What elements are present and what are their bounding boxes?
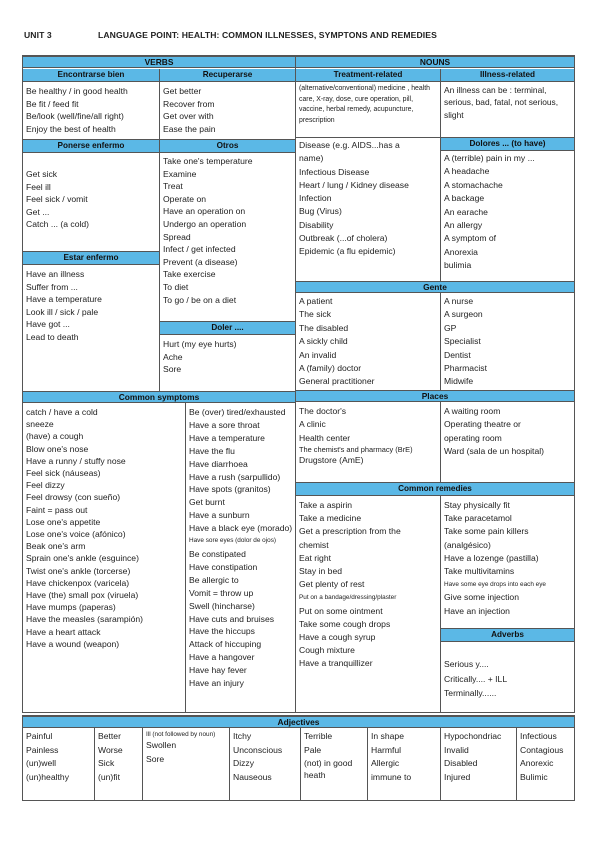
list-item: Twist one's ankle (torcerse) bbox=[26, 565, 131, 576]
list-item: Have (the) small pox (viruela) bbox=[26, 590, 139, 601]
list-item: Pale bbox=[304, 744, 322, 755]
list-item: catch / have a cold bbox=[26, 407, 98, 417]
list-item: Have a rush (sarpullido) bbox=[189, 471, 281, 482]
list-item: Get ... bbox=[26, 206, 50, 217]
diseases-list bbox=[299, 139, 439, 259]
list-item: A patient bbox=[299, 296, 333, 306]
list-item: Serious y.... bbox=[444, 659, 489, 669]
list-item: Ward (sala de un hospital) bbox=[444, 445, 544, 456]
list-item: Specialist bbox=[444, 336, 481, 347]
list-item: Have a lozenge (pastilla) bbox=[444, 552, 539, 563]
list-item: Faint = pass out bbox=[26, 504, 88, 515]
list-item: Examine bbox=[163, 168, 197, 179]
common-remedies-heading: Common remedies bbox=[296, 482, 574, 496]
adverbs-list bbox=[444, 657, 572, 701]
illness-related-text: An illness can be : terminal, serious, bad, fatal, not serious, slight bbox=[444, 85, 559, 120]
list-item: Get plenty of rest bbox=[299, 579, 365, 590]
list-item: A headache bbox=[444, 166, 490, 177]
list-item: Blow one's nose bbox=[26, 443, 89, 454]
gente-heading: Gente bbox=[296, 281, 574, 293]
list-item: Beak one's arm bbox=[26, 541, 86, 552]
list-item: Put on some ointment bbox=[299, 605, 383, 616]
list-item: Have an illness bbox=[26, 269, 85, 279]
estar-enfermo-heading: Estar enfermo bbox=[23, 252, 159, 265]
list-item: Have the measles (sarampión) bbox=[26, 614, 144, 625]
list-item: Injured bbox=[444, 771, 471, 782]
list-item: Infect / get infected bbox=[163, 244, 236, 255]
list-item: Have a runny / stuffy nose bbox=[26, 455, 126, 466]
adjectives-heading: Adjectives bbox=[23, 716, 574, 728]
list-item: Ache bbox=[163, 351, 183, 362]
list-item: (un)healthy bbox=[26, 771, 69, 782]
list-item: Have mumps (paperas) bbox=[26, 602, 116, 613]
list-item: Nauseous bbox=[233, 771, 272, 782]
list-item: Terrible bbox=[304, 731, 333, 741]
list-item: (un)well bbox=[26, 758, 57, 768]
remedies-left-list bbox=[299, 499, 439, 671]
list-item: To diet bbox=[163, 281, 189, 292]
list-item: Be healthy / in good health bbox=[26, 86, 128, 96]
list-item: Sore bbox=[146, 753, 165, 764]
list-item: Swell (hincharse) bbox=[189, 600, 255, 611]
dolores-heading: Dolores ... (to have) bbox=[441, 138, 574, 151]
list-item: name) bbox=[299, 153, 324, 164]
list-item: A (terrible) pain in my ... bbox=[444, 153, 535, 163]
symptoms-right-list bbox=[189, 406, 293, 690]
list-item: Suffer from ... bbox=[26, 281, 78, 292]
adjectives-col-2 bbox=[98, 730, 140, 784]
list-item: Lead to death bbox=[26, 331, 79, 342]
encontrarse-bien-heading: Encontrarse bien bbox=[23, 69, 159, 82]
list-item: Take paracetamol bbox=[444, 513, 512, 524]
list-item: Dizzy bbox=[233, 758, 255, 768]
estar-enfermo-list bbox=[26, 268, 158, 344]
list-item: (not) in good heath bbox=[304, 758, 353, 780]
list-item: Critically.... + ILL bbox=[444, 673, 508, 684]
unit-label: UNIT 3 bbox=[24, 30, 52, 40]
list-item: Unconscious bbox=[233, 744, 283, 755]
list-item: Outbreak (...of cholera) bbox=[299, 233, 388, 244]
list-item: sneeze bbox=[26, 419, 54, 430]
list-item: Ease the pain bbox=[163, 123, 216, 134]
list-item: Have a heart attack bbox=[26, 626, 101, 637]
places-left-list bbox=[299, 405, 439, 467]
doler-heading: Doler .... bbox=[160, 322, 295, 335]
list-item: A (family) doctor bbox=[299, 363, 362, 374]
list-item: The doctor's bbox=[299, 406, 347, 416]
list-item: Take a aspirin bbox=[299, 500, 353, 510]
list-item: Worse bbox=[98, 744, 123, 755]
list-item: Have a temperature bbox=[189, 432, 265, 443]
list-item: Take some pain killers bbox=[444, 526, 529, 537]
list-item: Infectious Disease bbox=[299, 166, 370, 177]
list-item: Lose one's appetite bbox=[26, 516, 101, 527]
list-item: Heart / lung / Kidney disease bbox=[299, 179, 409, 190]
list-item: Hypochondriac bbox=[444, 731, 502, 741]
adjectives-col-7 bbox=[444, 730, 514, 784]
list-item: Undergo an operation bbox=[163, 218, 247, 229]
list-item: Infectious bbox=[520, 731, 557, 741]
list-item: A sickly child bbox=[299, 336, 348, 347]
list-item: Anorexia bbox=[444, 246, 478, 257]
list-item: An invalid bbox=[299, 349, 337, 360]
list-item: Spread bbox=[163, 231, 191, 242]
list-item: Take one's temperature bbox=[163, 156, 253, 166]
list-item: Have a sunburn bbox=[189, 510, 250, 521]
list-item: Look ill / sick / pale bbox=[26, 306, 99, 317]
adverbs-heading: Adverbs bbox=[441, 628, 574, 642]
list-item: The sick bbox=[299, 309, 331, 320]
list-item: A symptom of bbox=[444, 233, 497, 244]
gente-right-list bbox=[444, 295, 572, 389]
list-item: (have) a cough bbox=[26, 431, 84, 442]
list-item: Take multivitamins bbox=[444, 566, 515, 577]
list-item: Sick bbox=[98, 758, 115, 768]
list-item: Have hay fever bbox=[189, 665, 247, 676]
list-item: To go / be on a diet bbox=[163, 294, 237, 305]
list-item: Feel sick / vomit bbox=[26, 194, 88, 205]
list-item: (analgésico) bbox=[444, 539, 491, 550]
ponerse-enfermo-heading: Ponerse enfermo bbox=[23, 140, 159, 153]
list-item: Have an injection bbox=[444, 605, 510, 616]
page-title: LANGUAGE POINT: HEALTH: COMMON ILLNESSES, SYMPTONS AND REMEDIES bbox=[98, 30, 437, 40]
common-symptoms-heading: Common symptoms bbox=[23, 391, 295, 403]
list-item: Bug (Virus) bbox=[299, 206, 342, 217]
dolores-list bbox=[444, 152, 572, 273]
list-item: Sore bbox=[163, 364, 182, 375]
adjectives-col-5 bbox=[304, 730, 366, 781]
list-item: Feel sick (náuseas) bbox=[26, 468, 101, 479]
list-item: Disabled bbox=[444, 758, 478, 768]
list-item: Ill (not followed by noun) bbox=[146, 731, 216, 738]
list-item: Enjoy the best of health bbox=[26, 123, 116, 134]
ponerse-enfermo-list bbox=[26, 168, 158, 231]
list-item: Infection bbox=[299, 193, 332, 204]
list-item: Be constipated bbox=[189, 548, 246, 559]
list-item: A waiting room bbox=[444, 406, 501, 416]
adjectives-col-8 bbox=[520, 730, 574, 784]
list-item: Get a prescription from the bbox=[299, 526, 401, 537]
list-item: Have sore eyes (dolor de ojos) bbox=[189, 537, 277, 545]
treatment-related-heading: Treatment-related bbox=[296, 69, 440, 82]
list-item: Itchy bbox=[233, 731, 252, 741]
list-item: Be/look (well/fine/all right) bbox=[26, 111, 124, 122]
list-item: A surgeon bbox=[444, 309, 483, 320]
list-item: Anorexic bbox=[520, 758, 554, 768]
list-item: Have a black eye (morado) bbox=[189, 523, 293, 534]
verbs-heading: VERBS bbox=[23, 56, 295, 68]
list-item: A stomachache bbox=[444, 179, 503, 190]
list-item: Bulimic bbox=[520, 771, 548, 782]
list-item: Drugstore (AmE) bbox=[299, 454, 364, 465]
list-item: Have the flu bbox=[189, 445, 235, 456]
list-item: Eat right bbox=[299, 552, 332, 563]
list-item: Take a medicine bbox=[299, 513, 362, 524]
list-item: Take exercise bbox=[163, 269, 216, 280]
list-item: Be (over) tired/exhausted bbox=[189, 407, 286, 417]
places-right-list bbox=[444, 405, 572, 458]
list-item: An allergy bbox=[444, 220, 483, 231]
list-item: bulimia bbox=[444, 260, 472, 271]
list-item: Have a sore throat bbox=[189, 419, 260, 430]
list-item: Harmful bbox=[371, 744, 402, 755]
list-item: Dentist bbox=[444, 349, 471, 360]
gente-left-list bbox=[299, 295, 439, 389]
list-item: Operating theatre or bbox=[444, 419, 521, 430]
list-item: Health center bbox=[299, 432, 351, 443]
adjectives-col-1 bbox=[26, 730, 92, 784]
list-item: Feel ill bbox=[26, 181, 51, 192]
list-item: Invalid bbox=[444, 744, 469, 755]
list-item: Disability bbox=[299, 219, 334, 230]
list-item: Take some cough drops bbox=[299, 618, 391, 629]
list-item: Terminally...... bbox=[444, 688, 497, 698]
list-item: Get over with bbox=[163, 111, 214, 122]
list-item: The disabled bbox=[299, 322, 349, 333]
list-item: operating room bbox=[444, 432, 502, 443]
list-item: Have spots (granitos) bbox=[189, 484, 271, 495]
list-item: Have a hangover bbox=[189, 652, 255, 663]
list-item: Have a tranquillizer bbox=[299, 658, 373, 669]
adjectives-col-4 bbox=[233, 730, 299, 784]
list-item: Have a wound (weapon) bbox=[26, 638, 120, 649]
list-item: Epidemic (a flu epidemic) bbox=[299, 246, 396, 257]
list-item: Have got ... bbox=[26, 319, 70, 330]
list-item: Get sick bbox=[26, 169, 58, 179]
list-item: GP bbox=[444, 322, 457, 333]
doler-list bbox=[163, 338, 293, 376]
adjectives-col-6 bbox=[371, 730, 439, 784]
adjectives-col-3 bbox=[146, 730, 228, 766]
list-item: Vomit = throw up bbox=[189, 587, 254, 598]
list-item: Have diarrhoea bbox=[189, 458, 248, 469]
otros-heading: Otros bbox=[160, 140, 295, 153]
places-heading: Places bbox=[296, 390, 574, 402]
list-item: Be fit / feed fit bbox=[26, 98, 79, 109]
list-item: In shape bbox=[371, 731, 404, 741]
list-item: Painful bbox=[26, 731, 53, 741]
list-item: Have an injury bbox=[189, 678, 244, 689]
list-item: Have an operation on bbox=[163, 206, 246, 217]
list-item: immune to bbox=[371, 771, 412, 782]
list-item: Treat bbox=[163, 181, 183, 192]
list-item: Have a cough syrup bbox=[299, 632, 376, 643]
list-item: The chemist's and pharmacy (BrE) bbox=[299, 444, 413, 454]
list-item: Sprain one's ankle (esguince) bbox=[26, 553, 139, 564]
list-item: Have some eye drops into each eye bbox=[444, 581, 546, 589]
illness-related-heading: Illness-related bbox=[441, 69, 574, 82]
list-item: Midwife bbox=[444, 376, 474, 387]
list-item: Be allergic to bbox=[189, 574, 239, 585]
list-item: Disease (e.g. AIDS...has a bbox=[299, 140, 400, 150]
list-item: Operate on bbox=[163, 193, 206, 204]
list-item: Painless bbox=[26, 744, 59, 755]
recuperarse-heading: Recuperarse bbox=[160, 69, 295, 82]
list-item: chemist bbox=[299, 539, 329, 550]
list-item: A clinic bbox=[299, 419, 326, 430]
list-item: An earache bbox=[444, 206, 488, 217]
list-item: Pharmacist bbox=[444, 363, 487, 374]
list-item: Get burnt bbox=[189, 497, 225, 508]
list-item: Have a temperature bbox=[26, 294, 102, 305]
recuperarse-list bbox=[163, 85, 293, 135]
list-item: Cough mixture bbox=[299, 645, 355, 656]
list-item: Catch ... (a cold) bbox=[26, 219, 90, 230]
list-item: General practitioner bbox=[299, 376, 375, 387]
list-item: Get better bbox=[163, 86, 202, 96]
list-item: Recover from bbox=[163, 98, 215, 109]
list-item: Better bbox=[98, 731, 121, 741]
list-item: Swollen bbox=[146, 740, 177, 750]
list-item: Stay physically fit bbox=[444, 500, 510, 510]
encontrarse-bien-list bbox=[26, 85, 158, 135]
list-item: Have the hiccups bbox=[189, 626, 255, 637]
list-item: A nurse bbox=[444, 296, 474, 306]
list-item: Have chickenpox (varicela) bbox=[26, 577, 130, 588]
symptoms-left-list bbox=[26, 406, 184, 650]
list-item: Put on a bandage/dressing/plaster bbox=[299, 594, 397, 602]
list-item: Attack of hiccuping bbox=[189, 639, 262, 650]
treatment-related-text: (alternative/conventional) medicine , health care, X-ray, dose, cure operation, pill, vaccine, herbal remedy, acupuncture, prescription bbox=[299, 85, 430, 124]
otros-list bbox=[163, 155, 293, 306]
list-item: Stay in bed bbox=[299, 566, 342, 577]
list-item: Allergic bbox=[371, 758, 400, 768]
list-item: Give some injection bbox=[444, 592, 519, 603]
nouns-heading: NOUNS bbox=[296, 56, 574, 68]
list-item: Contagious bbox=[520, 744, 564, 755]
list-item: Hurt (my eye hurts) bbox=[163, 339, 237, 349]
list-item: Have constipation bbox=[189, 561, 258, 572]
list-item: A backage bbox=[444, 193, 485, 204]
list-item: Feel dizzy bbox=[26, 480, 65, 491]
list-item: Lose one's voice (afónico) bbox=[26, 529, 126, 540]
list-item: (un)fit bbox=[98, 771, 120, 782]
remedies-right-list bbox=[444, 499, 572, 618]
list-item: Prevent (a disease) bbox=[163, 256, 238, 267]
list-item: Have cuts and bruises bbox=[189, 613, 275, 624]
list-item: Feel drowsy (con sueño) bbox=[26, 492, 121, 503]
